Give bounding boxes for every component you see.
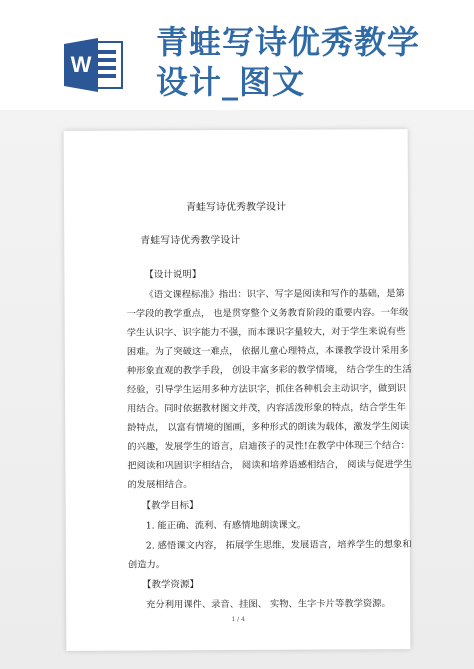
paragraph-line: 学生认识字、识字能力不强，而本课识字量较大，对于学生来说有些: [126, 326, 406, 339]
page-number: 1 / 4: [231, 615, 245, 624]
word-icon: [62, 34, 124, 96]
paragraph-line: 2. 感悟课文内容， 拓展学生思维，发展语言，培养学生的想象和: [145, 539, 412, 552]
logo-letter: W: [70, 52, 92, 77]
paragraph-line: 把阅读和巩固识字相结合， 阅读和培养语感相结合， 阅读与促进学生: [127, 459, 413, 472]
paragraph-line: 龄特点， 以富有情境的图画，多种形式的朗读为载体，激发学生阅读: [127, 421, 410, 434]
header: [0, 0, 474, 110]
section-heading-design-notes: 【设计说明】: [144, 269, 202, 281]
paragraph-line: 《语文课程标准》指出：识字、写字是阅读和写作的基础，是第: [144, 288, 405, 301]
document-title: 青蛙写诗优秀教学设计: [186, 201, 287, 214]
title-line-1: 青蛙写诗优秀教学: [156, 23, 421, 61]
paragraph-line: 经验，引导学生运用多种方法识字，抓住各种机会主动识字，做到识: [126, 383, 406, 396]
paragraph-line: 充分利用课件、录音、挂图、 实物、生字卡片等教学资源。: [146, 598, 391, 611]
section-heading-resources: 【教学资源】: [141, 579, 200, 591]
paragraph-line: 困难。为了突破这一难点， 依据儿童心理特点，本课教学设计采用多: [126, 345, 409, 358]
paragraph-line: 的兴趣，发展学生的语言，启迪孩子的灵性!在教学中体现三个结合：: [127, 440, 410, 453]
paragraph-line: 1. 能正确、流利、有感情地朗读课文。: [145, 519, 307, 532]
paragraph-line: 创造力。: [127, 559, 166, 571]
paragraph-line: 用结合。同时依据教材图文并茂，内容活泼形象的特点，结合学生年: [127, 402, 407, 415]
page-title: [156, 22, 466, 102]
title-line-2: 设计_图文: [156, 63, 306, 101]
document-subtitle: 青蛙写诗优秀教学设计: [140, 234, 241, 247]
paragraph-line: 种形象直观的教学手段， 创设丰富多彩的教学情境， 结合学生的生活: [126, 364, 412, 377]
paragraph-line: 的发展相结合。: [127, 479, 193, 491]
document-preview-area: [0, 110, 474, 669]
document-page: [64, 129, 411, 651]
paragraph-line: 一学段的教学重点， 也是贯穿整个义务教育阶段的重要内容。一年级: [126, 307, 409, 320]
section-heading-objectives: 【教学目标】: [141, 500, 199, 512]
